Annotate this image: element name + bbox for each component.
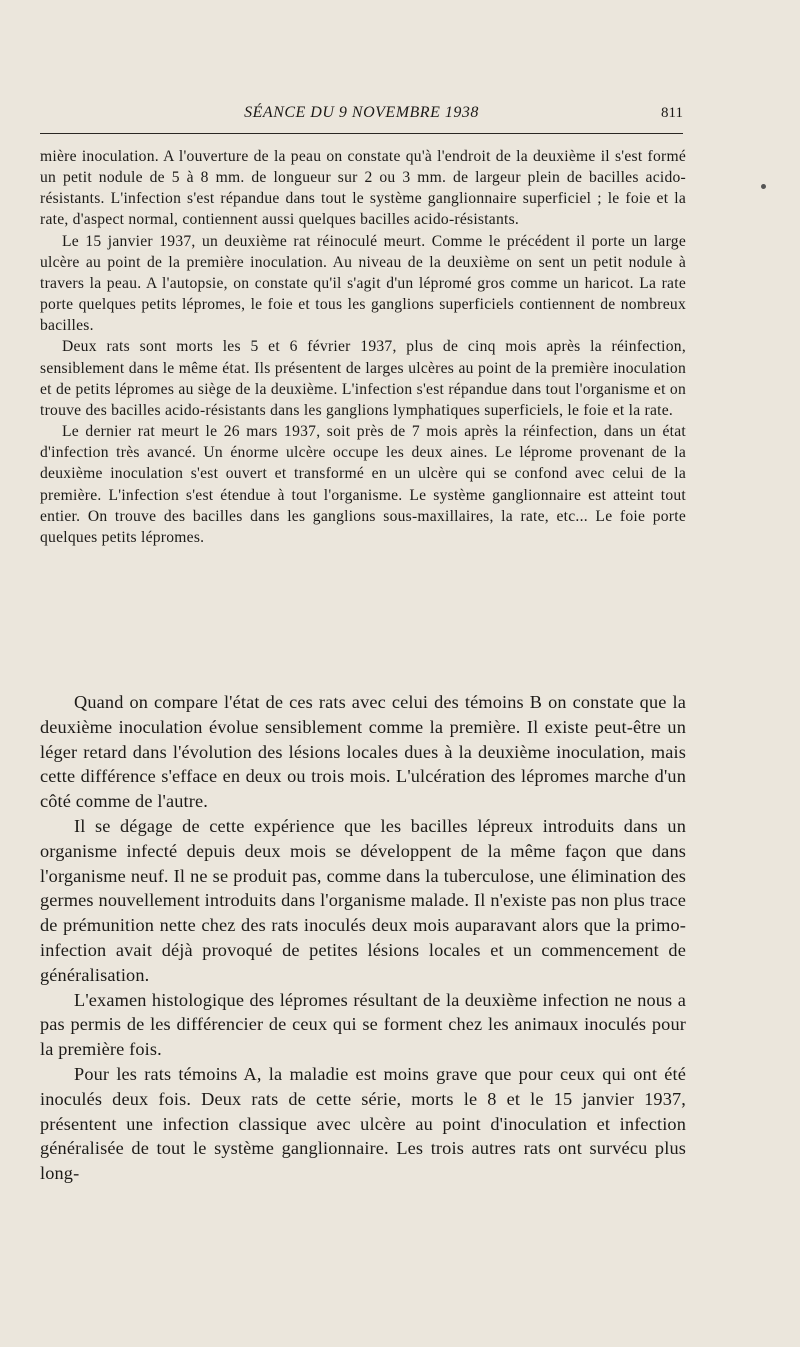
case-notes-section	[40, 146, 686, 548]
running-title: SÉANCE DU 9 NOVEMBRE 1938	[244, 104, 479, 121]
paragraph: Deux rats sont morts les 5 et 6 février 1937, plus de cinq mois après la réinfection, sensiblement dans le même état. Ils présentent de larges ulcères au point de la première inoculation et de petits lépromes au siège de la deuxième. L'infection s'est répandue dans tout l'organisme et on trouve des bacilles acido-résistants dans les ganglions lymphatiques superficiels, le foie et la rate.	[40, 338, 686, 419]
discussion-section	[40, 690, 686, 1186]
header-rule	[40, 133, 683, 134]
paragraph: Le 15 janvier 1937, un deuxième rat réinoculé meurt. Comme le précédent il porte un large ulcère au point de la première inoculation. Au niveau de la deuxième on sent un petit nodule à travers la peau. A l'autopsie, on constate qu'il s'agit d'un lépromé gros comme un haricot. La rate porte quelques petits lépromes, le foie et tous les ganglions superficiels contiennent de nombreux bacilles.	[40, 232, 686, 335]
paragraph: Quand on compare l'état de ces rats avec celui des témoins B on constate que la deuxième inoculation évolue sensiblement comme la première. Il existe peut-être un léger retard dans l'évolution des lésions locales dues à la deuxième inoculation, mais cette différence s'efface en deux ou trois mois. L'ulcération des lépromes marche d'un côté comme de l'autre.	[40, 692, 686, 812]
page-header	[40, 104, 683, 128]
margin-mark	[761, 184, 766, 189]
paragraph: mière inoculation. A l'ouverture de la peau on constate qu'à l'endroit de la deuxième il s'est formé un petit nodule de 5 à 8 mm. de longueur sur 2 ou 3 mm. de largeur plein de bacilles acido-résistants. L'infection s'est répandue dans tout le système ganglionnaire superficiel ; le foie et la rate, d'aspect normal, contiennent aussi quelques bacilles acido-résistants.	[40, 148, 686, 229]
page-number: 811	[661, 105, 683, 121]
paragraph: Il se dégage de cette expérience que les bacilles lépreux introduits dans un organisme infecté depuis deux mois se développent de la même façon que dans l'organisme neuf. Il ne se produit pas, comme dans la tuberculose, une élimination des germes nouvellement introduits dans l'organisme malade. Il n'existe pas non plus trace de prémunition nette chez des rats inoculés deux mois auparavant alors que la primo-infection avait déjà provoqué de petites lésions locales et un commencement de généralisation.	[40, 815, 686, 985]
paragraph: Pour les rats témoins A, la maladie est moins grave que pour ceux qui ont été inoculés deux fois. Deux rats de cette série, morts le 8 et le 15 janvier 1937, présentent une infection classique avec ulcère au point d'inoculation et infection généralisée de tout le système ganglionnaire. Les trois autres rats ont survécu plus long-	[40, 1063, 686, 1184]
paragraph: Le dernier rat meurt le 26 mars 1937, soit près de 7 mois après la réinfection, dans un état d'infection très avancé. Un énorme ulcère occupe les deux aines. Le léprome provenant de la deuxième inoculation s'est ouvert et transformé en un ulcère qui se confond avec celui de la première. L'infection s'est étendue à tout l'organisme. Le système ganglionnaire est atteint tout entier. On trouve des bacilles dans les ganglions sous-maxillaires, la rate, etc... Le foie porte quelques petits lépromes.	[40, 423, 686, 546]
paragraph: L'examen histologique des lépromes résultant de la deuxième infection ne nous a pas permis de les différencier de ceux qui se forment chez les animaux inoculés pour la première fois.	[40, 989, 686, 1060]
